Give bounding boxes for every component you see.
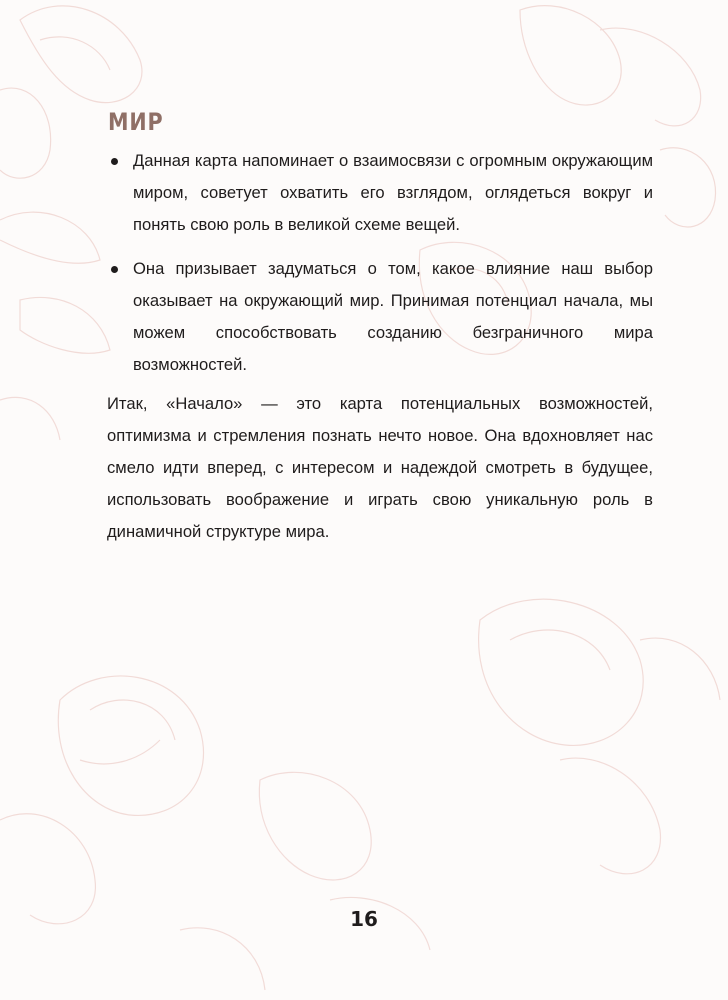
bullet-item bbox=[133, 145, 653, 241]
summary-paragraph: Итак, «Начало» — это карта потенциальных возможностей, оптимизма и стремления познать нечто новое. Она вдохновляет нас смело идти вперед, с интересом и надеждой смотреть в будущее, использовать воображение и играть свою уникальную роль в динамичной структуре мира. bbox=[107, 394, 653, 541]
page-number: 16 bbox=[350, 907, 378, 931]
bullet-icon bbox=[111, 266, 118, 273]
bullet-text: Данная карта напоминает о взаимосвязи с огромным окружающим миром, советует охватить его взглядом, оглядеться вокруг и понять свою роль в великой схеме вещей. bbox=[133, 151, 653, 234]
bullet-text: Она призывает задуматься о том, какое влияние наш выбор оказывает на окружающий мир. Принимая потенциал начала, мы можем способствовать созданию безграничного мира возможностей. bbox=[133, 259, 653, 374]
bullet-icon bbox=[111, 158, 118, 165]
bullet-item bbox=[133, 253, 653, 381]
section-title: МИР bbox=[108, 108, 164, 136]
